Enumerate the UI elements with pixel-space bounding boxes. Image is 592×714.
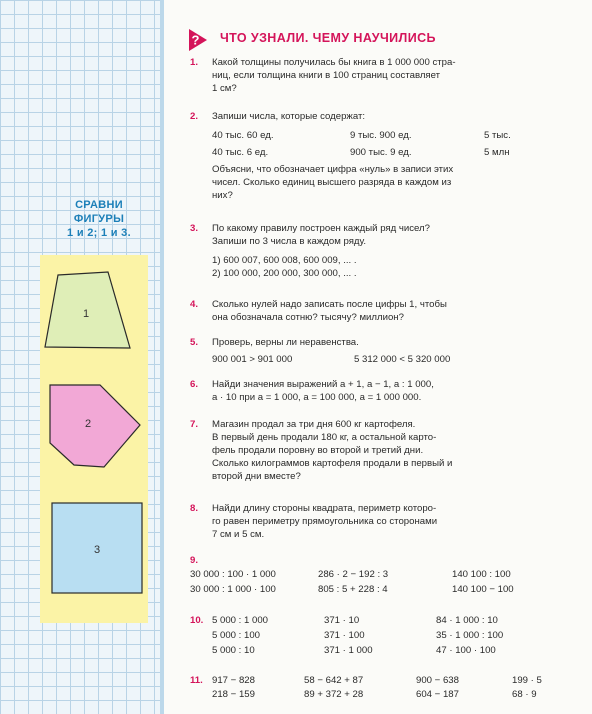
task-4	[190, 298, 580, 324]
number-row	[212, 129, 580, 142]
figures-panel	[40, 255, 148, 623]
label-line-2: ФИГУРЫ	[73, 213, 125, 225]
task-5	[190, 336, 580, 366]
task-text-line: фель продали поровну во второй и третий дни.	[212, 445, 424, 456]
expression: 35 · 1 000 : 100	[436, 630, 504, 641]
expression: 604 − 187	[416, 689, 459, 700]
expression-row	[190, 568, 580, 581]
task-text-line: Какой толщины получилась бы книга в 1 000 000 стра-	[212, 57, 456, 68]
inequality: 900 001 > 901 000	[212, 354, 293, 365]
task-10	[190, 614, 580, 657]
expression-row	[212, 629, 580, 642]
task-text-line: них?	[212, 190, 233, 201]
expression: 286 · 2 − 192 : 3	[318, 569, 389, 580]
task-6	[190, 378, 580, 404]
expression: 5 000 : 100	[212, 630, 261, 641]
task-11	[190, 674, 580, 701]
expression: 68 · 9	[512, 689, 537, 700]
figure-2-pentagon	[50, 385, 140, 467]
figure-1-label: 1	[83, 308, 90, 320]
expression: 805 : 5 + 228 : 4	[318, 584, 388, 595]
expression: 371 · 10	[324, 615, 360, 626]
expression: 30 000 : 100 · 1 000	[190, 569, 276, 580]
expression: 84 · 1 000 : 10	[436, 615, 498, 626]
page-title: ЧТО УЗНАЛИ. ЧЕМУ НАУЧИЛИСЬ	[220, 31, 436, 45]
task-text-line: Сколько килограммов картофеля продали в первый и	[212, 458, 453, 469]
task-8	[190, 502, 580, 541]
expression: 89 + 372 + 28	[304, 689, 364, 700]
task-text-line: второй дни вместе?	[212, 471, 301, 482]
task-text-line: Сколько нулей надо записать после цифры 1, чтобы	[212, 299, 447, 310]
task-7	[190, 418, 580, 483]
task-text-line: 1 см?	[212, 83, 237, 94]
task-text-line: Запиши по 3 числа в каждом ряду.	[212, 236, 366, 247]
task-number: 2.	[190, 111, 199, 122]
expression: 218 − 159	[212, 689, 255, 700]
expression: 30 000 : 1 000 · 100	[190, 584, 276, 595]
expression: 371 · 100	[324, 630, 365, 641]
expression-row	[212, 614, 580, 627]
task-number: 7.	[190, 419, 199, 430]
task-intro: Проверь, верны ли неравенства.	[212, 337, 359, 348]
task-text-line: 1) 600 007, 600 008, 600 009, ... .	[212, 255, 357, 266]
task-text-line: Найди длину стороны квадрата, периметр которо-	[212, 503, 437, 514]
task-number: 8.	[190, 503, 199, 514]
number-cell: 40 тыс. 60 ед.	[212, 130, 274, 141]
task-number: 9.	[190, 555, 199, 566]
number-cell: 5 млн	[484, 147, 510, 158]
task-number: 6.	[190, 379, 199, 390]
task-2	[190, 110, 580, 202]
task-1	[190, 56, 580, 95]
task-text-line: ниц, если толщина книги в 100 страниц составляет	[212, 70, 441, 81]
task-number: 10.	[190, 615, 204, 626]
expression: 140 100 − 100	[452, 584, 514, 595]
task-text-line: По какому правилу построен каждый ряд чисел?	[212, 223, 430, 234]
label-line-1: СРАВНИ	[75, 199, 123, 211]
expression-row	[212, 688, 580, 701]
task-text-line: В первый день продали 180 кг, а остальной карто-	[212, 432, 437, 443]
compare-figures-label	[40, 198, 158, 240]
task-text-line: 2) 100 000, 200 000, 300 000, ... .	[212, 268, 357, 279]
figure-2-label: 2	[85, 418, 92, 430]
task-number: 3.	[190, 223, 199, 234]
expression: 58 − 642 + 87	[304, 675, 364, 686]
label-line-3: 1 и 2; 1 и 3.	[67, 227, 131, 239]
task-9	[190, 554, 580, 596]
number-cell: 900 тыс. 9 ед.	[350, 147, 412, 158]
task-text-line: Магазин продал за три дня 600 кг картофеля.	[212, 419, 416, 430]
task-3	[190, 222, 580, 280]
expression: 371 · 1 000	[324, 645, 373, 656]
expression: 900 − 638	[416, 675, 459, 686]
inequality: 5 312 000 < 5 320 000	[354, 354, 451, 365]
task-number: 4.	[190, 299, 199, 310]
task-text-line: a · 10 при a = 1 000, a = 100 000, a = 1 000 000.	[212, 392, 422, 403]
inequality-row	[212, 353, 580, 366]
task-number: 5.	[190, 337, 199, 348]
question-badge-icon	[186, 28, 210, 52]
task-text-line: го равен периметру прямоугольника со сторонами	[212, 516, 438, 527]
expression-row	[212, 644, 580, 657]
number-cell: 9 тыс. 900 ед.	[350, 130, 412, 141]
number-row	[212, 146, 580, 159]
number-cell: 40 тыс. 6 ед.	[212, 147, 269, 158]
task-number: 11.	[190, 675, 203, 686]
main-content	[172, 0, 592, 714]
expression-row	[190, 583, 580, 596]
task-text-line: Найди значения выражений a + 1, a − 1, a : 1 000,	[212, 379, 434, 390]
svg-text:?: ?	[191, 32, 200, 48]
task-text-line: 7 см и 5 см.	[212, 529, 265, 540]
number-cell: 5 тыс.	[484, 130, 511, 141]
task-number: 1.	[190, 57, 199, 68]
expression: 5 000 : 1 000	[212, 615, 269, 626]
task-text-line: Объясни, что обозначает цифра «нуль» в записи этих	[212, 164, 454, 175]
expression: 47 · 100 · 100	[436, 645, 496, 656]
grid-margin	[0, 0, 164, 714]
expression: 140 100 : 100	[452, 569, 511, 580]
expression-row	[212, 674, 580, 687]
expression: 5 000 : 10	[212, 645, 255, 656]
task-text-line: чисел. Сколько единиц высшего разряда в каждом из	[212, 177, 452, 188]
task-intro: Запиши числа, которые содержат:	[212, 111, 366, 122]
expression: 917 − 828	[212, 675, 255, 686]
task-text-line: она обозначала сотню? тысячу? миллион?	[212, 312, 404, 323]
figure-3-label: 3	[94, 544, 101, 556]
expression: 199 · 5	[512, 675, 542, 686]
